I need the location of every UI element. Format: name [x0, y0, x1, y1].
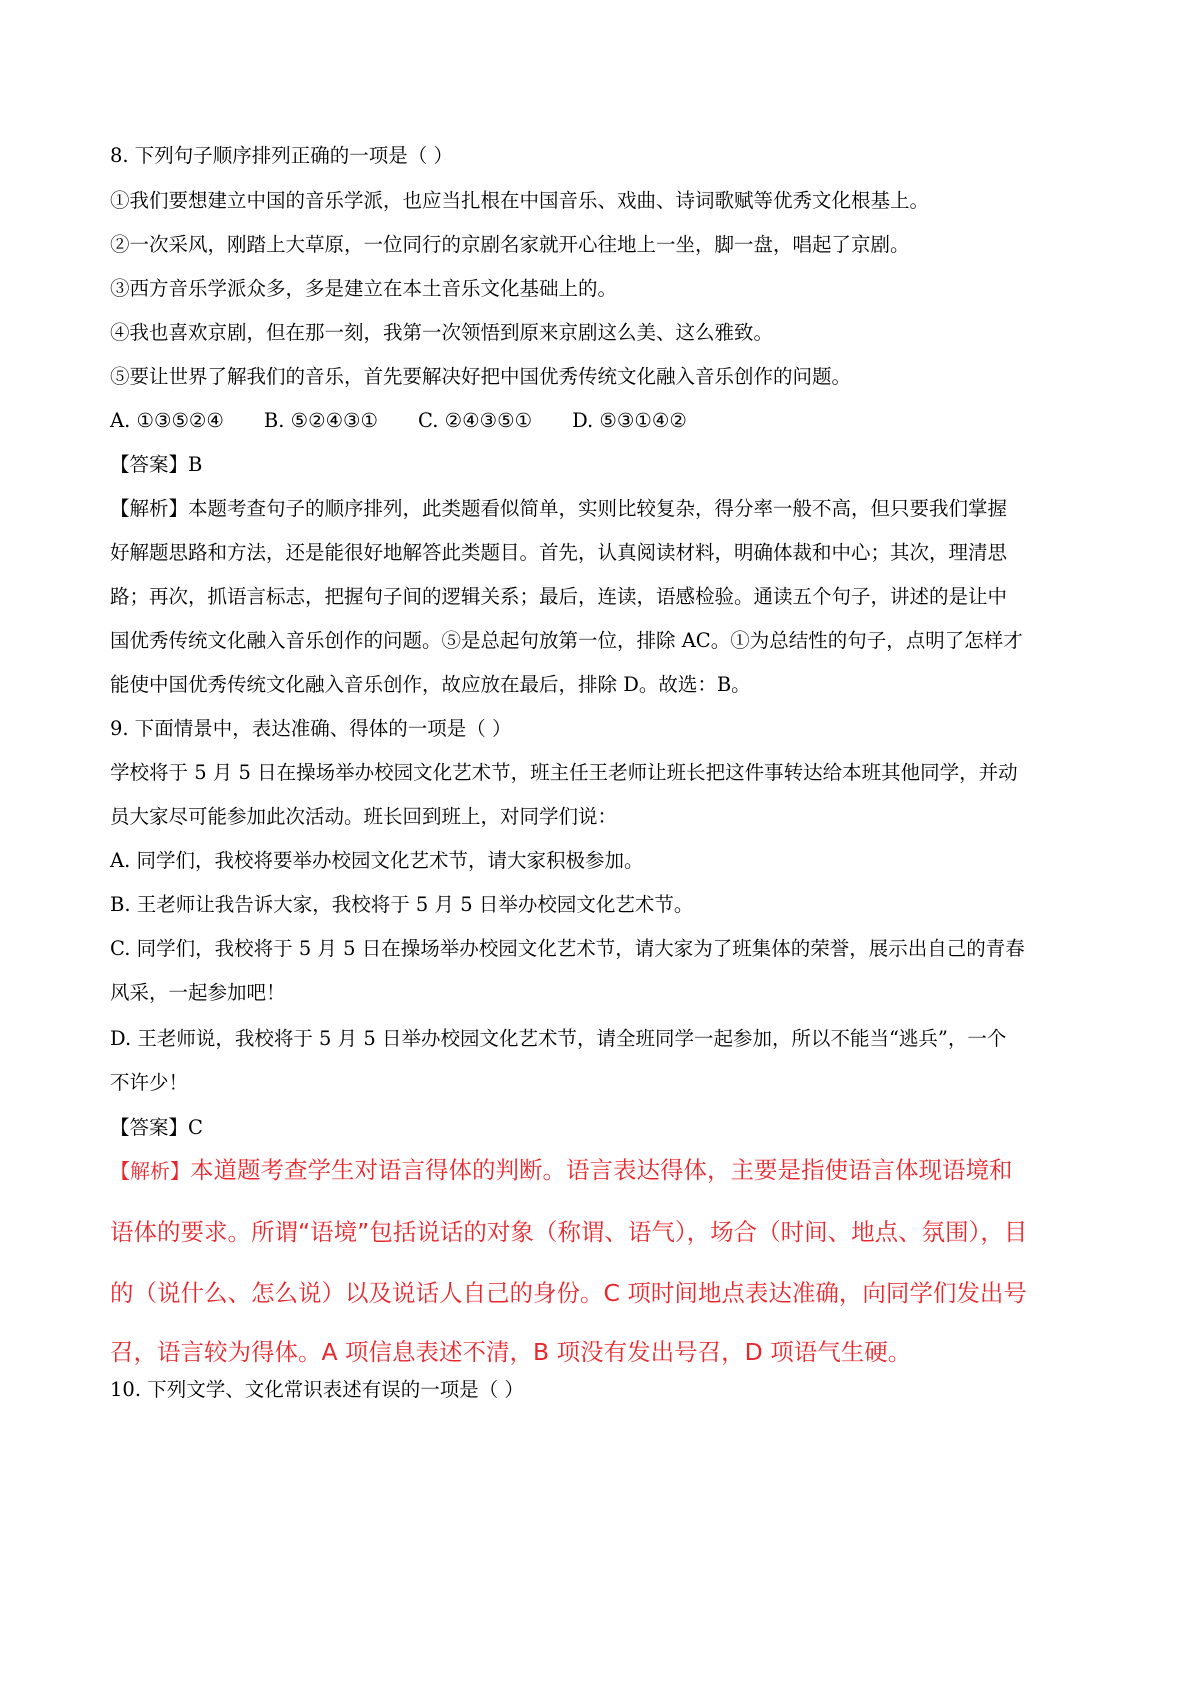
- question-8-options: [110, 406, 727, 436]
- question-9-analysis-line-3: 的（说什么、怎么说）以及说话人自己的身份。C 项时间地点表达准确，向同学们发出号: [110, 1279, 1027, 1307]
- option-b: B. ⑤②④③①: [263, 409, 379, 432]
- question-9-context-line-1: 学校将于 5 月 5 日在操场举办校园文化艺术节，班主任王老师让班长把这件事转达给本班其他同学，并动: [110, 761, 1018, 784]
- option-a: A. ①③⑤②④: [110, 409, 224, 432]
- question-9-analysis-line-4: 召，语言较为得体。A 项信息表述不清，B 项没有发出号召，D 项语气生硬。: [110, 1338, 912, 1366]
- analysis-text: 本道题考查学生对语言得体的判断。语言表达得体，主要是指使语言体现语境和: [190, 1156, 1013, 1184]
- answer-tag: 【答案】: [110, 1116, 189, 1139]
- answer-tag: 【答案】: [110, 453, 189, 476]
- question-8-stem: 8. 下列句子顺序排列正确的一项是（ ）: [110, 144, 454, 167]
- question-8-answer: [110, 450, 1100, 480]
- question-9-option-c-line-2: 风采，一起参加吧！: [110, 981, 286, 1004]
- question-8-sentence-1: ①我们要想建立中国的音乐学派，也应当扎根在中国音乐、戏曲、诗词歌赋等优秀文化根基上。: [110, 189, 930, 212]
- question-10-stem: 10. 下列文学、文化常识表述有误的一项是（ ）: [110, 1378, 524, 1401]
- analysis-text: 本题考查句子的顺序排列，此类题看似简单，实则比较复杂，得分率一般不高，但只要我们掌握: [188, 497, 1008, 520]
- option-d: D. ⑤③①④②: [572, 409, 687, 432]
- question-9-analysis-line-2: 语体的要求。所谓“语境”包括说话的对象（称谓、语气），场合（时间、地点、氛围），目: [110, 1218, 1028, 1246]
- question-9-option-a: A. 同学们，我校将要举办校园文化艺术节，请大家积极参加。: [110, 849, 644, 872]
- question-8-analysis-line-3: 路；再次，抓语言标志，把握句子间的逻辑关系；最后，连读，语感检验。通读五个句子，讲述的是让中: [110, 585, 1008, 608]
- question-9-answer: [110, 1113, 1100, 1143]
- answer-value: C: [188, 1116, 203, 1139]
- analysis-tag: 【解析】: [110, 497, 189, 520]
- question-9-option-d-line-1: D. 王老师说，我校将于 5 月 5 日举办校园文化艺术节，请全班同学一起参加，所以不能当“逃兵”，一个: [110, 1027, 1007, 1050]
- analysis-tag: 【解析】: [110, 1159, 190, 1183]
- question-8-analysis-line-4: 国优秀传统文化融入音乐创作的问题。⑤是总起句放第一位，排除 AC。①为总结性的句子，点明了怎样才: [110, 629, 1023, 652]
- question-9-stem: 9. 下面情景中，表达准确、得体的一项是（ ）: [110, 717, 512, 740]
- question-8-sentence-5: ⑤要让世界了解我们的音乐，首先要解决好把中国优秀传统文化融入音乐创作的问题。: [110, 365, 852, 388]
- question-9-option-d-line-2: 不许少！: [110, 1071, 189, 1094]
- question-9-option-c-line-1: C. 同学们，我校将于 5 月 5 日在操场举办校园文化艺术节，请大家为了班集体的荣誉，展示出自己的青春: [110, 937, 1025, 960]
- question-8-sentence-3: ③西方音乐学派众多，多是建立在本土音乐文化基础上的。: [110, 277, 618, 300]
- question-8-analysis-line-5: 能使中国优秀传统文化融入音乐创作，故应放在最后，排除 D。故选：B。: [110, 673, 751, 696]
- question-8-analysis-line-2: 好解题思路和方法，还是能很好地解答此类题目。首先，认真阅读材料，明确体裁和中心；其次，理清思: [110, 541, 1008, 564]
- question-8-sentence-2: ②一次采风，刚踏上大草原，一位同行的京剧名家就开心往地上一坐，脚一盘，唱起了京剧。: [110, 233, 910, 256]
- question-9-context-line-2: 员大家尽可能参加此次活动。班长回到班上，对同学们说：: [110, 805, 618, 828]
- question-8-analysis-line-1: [110, 494, 1100, 524]
- option-c: C. ②④③⑤①: [418, 409, 533, 432]
- question-9-analysis-line-1: [110, 1153, 1100, 1188]
- question-8-sentence-4: ④我也喜欢京剧，但在那一刻，我第一次领悟到原来京剧这么美、这么雅致。: [110, 321, 774, 344]
- question-9-option-b: B. 王老师让我告诉大家，我校将于 5 月 5 日举办校园文化艺术节。: [110, 893, 694, 916]
- answer-value: B: [188, 453, 203, 476]
